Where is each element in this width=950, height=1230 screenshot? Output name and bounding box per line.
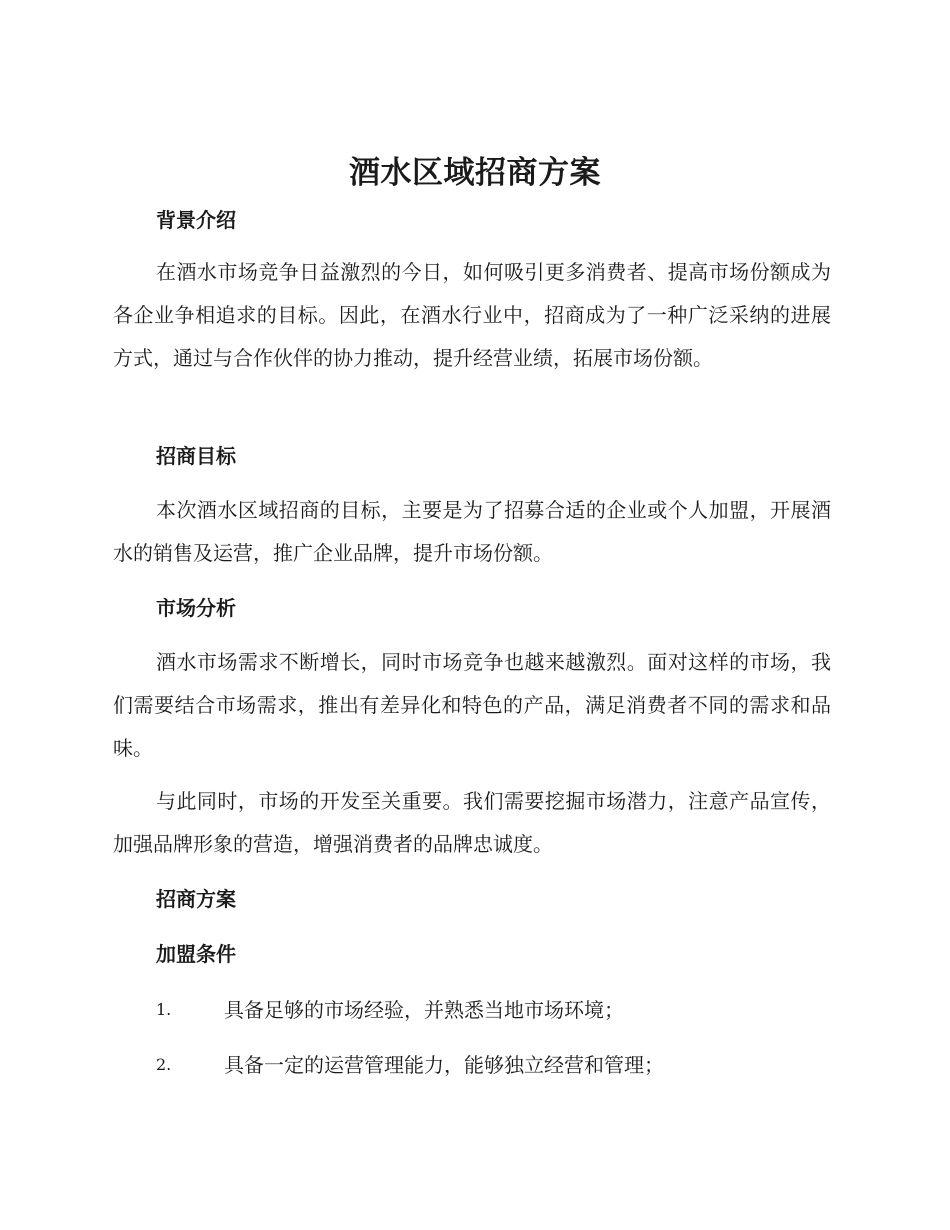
section-heading-market: 市场分析 (156, 596, 236, 620)
section-heading-goal: 招商目标 (156, 444, 236, 468)
paragraph-background: 在酒水市场竞争日益激烈的今日，如何吸引更多消费者、提高市场份额成为各企业争相追求的目标。因此，在酒水行业中，招商成为了一种广泛采纳的进展方式，通过与合作伙伴的协力推动，提升经营业绩，拓展市场份额。 (113, 260, 831, 370)
section-heading-plan: 招商方案 (156, 887, 236, 911)
document-title: 酒水区域招商方案 (349, 155, 601, 191)
section-heading-conditions: 加盟条件 (156, 942, 236, 966)
list-item-number: 1. (156, 1000, 172, 1019)
paragraph-goal: 本次酒水区域招商的目标，主要是为了招募合适的企业或个人加盟，开展酒水的销售及运营，推广企业品牌，提升市场份额。 (113, 498, 831, 565)
paragraph-market-2: 与此同时，市场的开发至关重要。我们需要挖掘市场潜力，注意产品宣传，加强品牌形象的营造，增强消费者的品牌忠诚度。 (113, 789, 831, 856)
section-heading-background: 背景介绍 (156, 208, 236, 232)
list-item-number: 2. (156, 1055, 172, 1074)
list-item-text: 具备足够的市场经验，并熟悉当地市场环境； (224, 998, 624, 1022)
paragraph-market-1: 酒水市场需求不断增长，同时市场竞争也越来越激烈。面对这样的市场，我们需要结合市场需求，推出有差异化和特色的产品，满足消费者不同的需求和品味。 (113, 650, 831, 760)
list-item-text: 具备一定的运营管理能力，能够独立经营和管理； (224, 1053, 664, 1077)
